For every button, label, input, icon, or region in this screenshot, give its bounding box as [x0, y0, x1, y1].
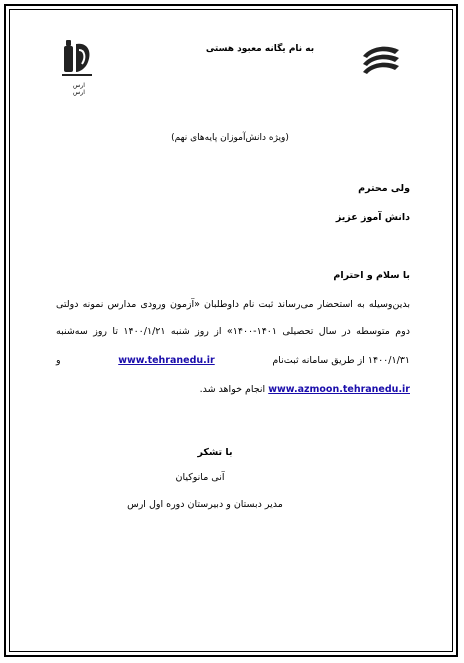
- logo-caption: [56, 82, 102, 96]
- body-line-3-text: ۱۴۰۰/۱/۳۱ از طریق سامانه ثبت‌نام: [272, 355, 410, 366]
- body-line-4: [200, 384, 410, 395]
- logo-caption-line2: ارس: [73, 89, 85, 96]
- body-line-3: [56, 355, 410, 366]
- signature-name: آنی مانوکیان: [175, 472, 225, 483]
- azmoon-link[interactable]: www.azmoon.tehranedu.ir: [268, 384, 410, 395]
- body-line-4-text: انجام خواهد شد.: [199, 384, 266, 395]
- greeting: با سلام و احترام: [333, 270, 410, 281]
- body-line-2: دوم متوسطه در سال تحصیلی ۱۴۰۱-۱۴۰۰» از روز شنبه ۱۴۰۰/۱/۲۱ تا روز سه‌شنبه: [56, 326, 410, 337]
- logo-caption-line1: ارس: [73, 82, 85, 89]
- salutation-student: دانش آموز عزیز: [335, 212, 410, 223]
- tehranedu-link[interactable]: www.tehranedu.ir: [118, 355, 215, 366]
- header-title: به نام یگانه معبود هستی: [205, 44, 315, 54]
- body-line-1: بدین‌وسیله به استحضار می‌رساند ثبت نام داوطلبان «آزمون ورودی مدارس نمونه دولتی: [56, 299, 410, 310]
- school-logo-icon: [58, 38, 100, 88]
- ministry-logo-icon: [357, 38, 405, 86]
- subject-line: (ویژه دانش‌آموزان پایه‌های نهم): [171, 133, 289, 143]
- salutation-parent: ولی محترم: [358, 183, 410, 194]
- signature-thanks: با تشکر: [197, 447, 233, 458]
- body-line-3-conj: و: [56, 355, 61, 366]
- signature-title: مدیر دبستان و دبیرستان دوره اول ارس: [127, 499, 283, 510]
